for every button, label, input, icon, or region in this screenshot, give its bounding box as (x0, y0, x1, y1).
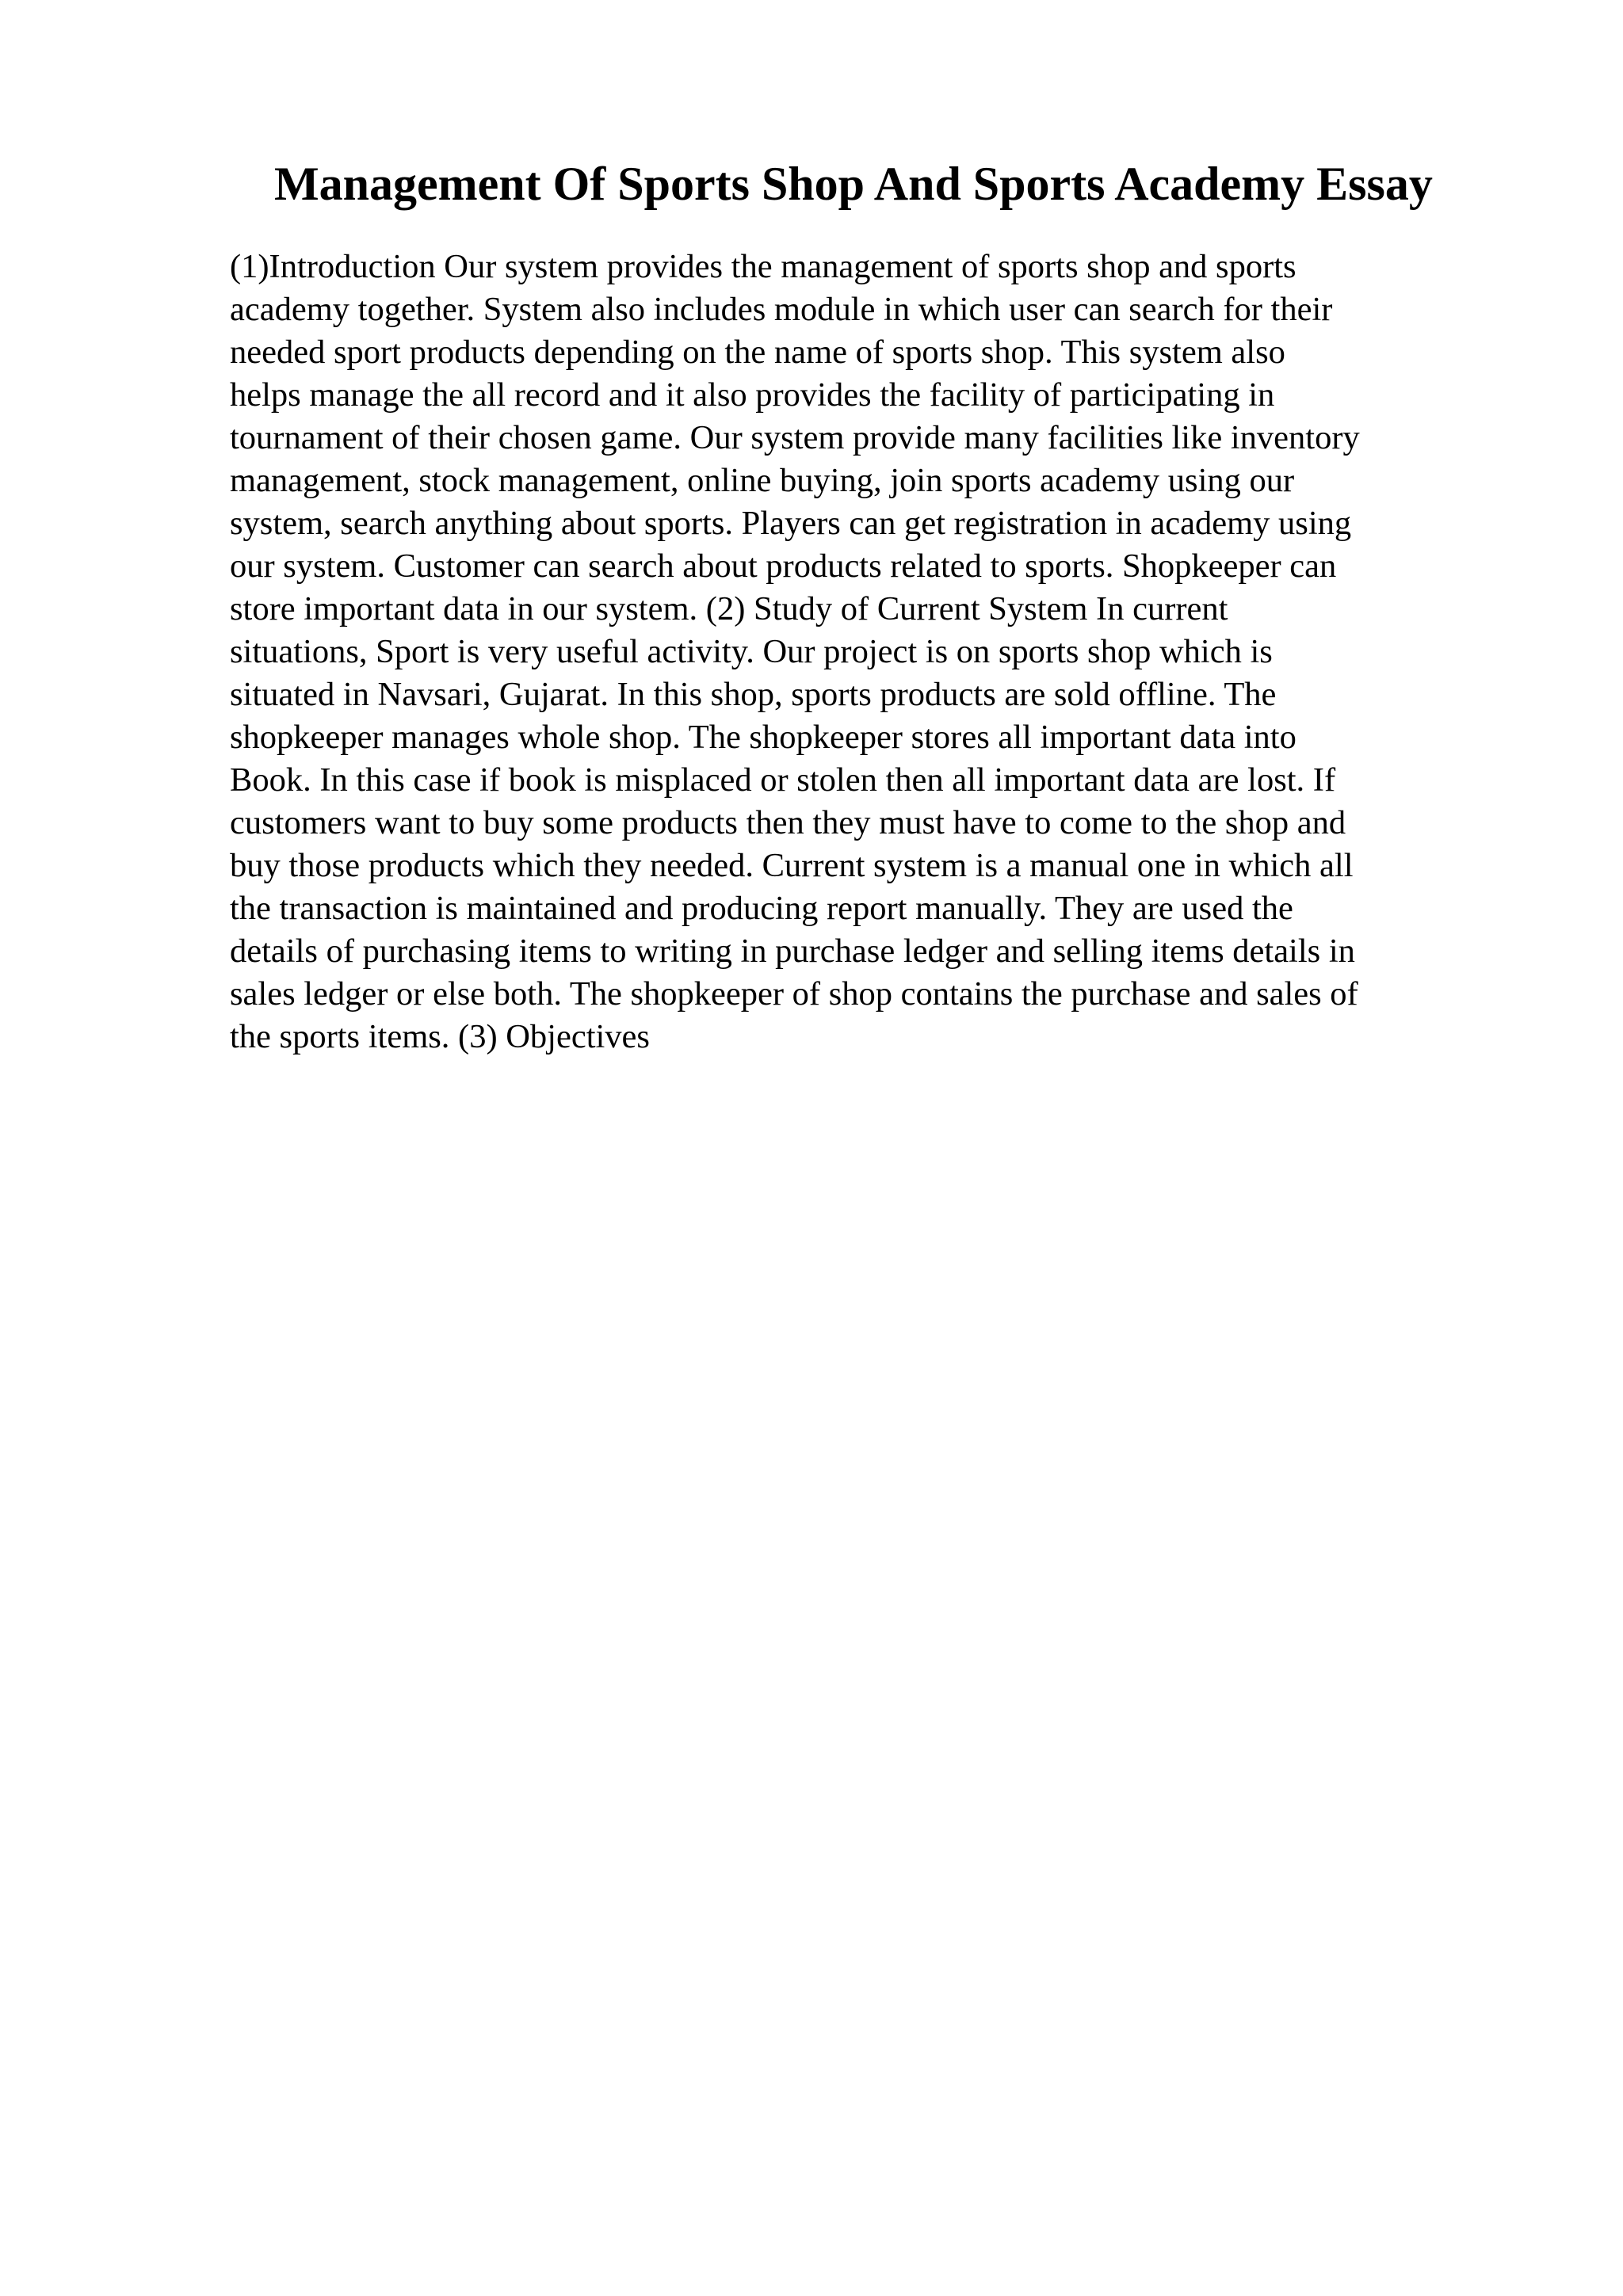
body-line: the transaction is maintained and producing report manually. They are used the (230, 890, 1293, 927)
body-line: Book. In this case if book is misplaced or stolen then all important data are lost. If (230, 761, 1336, 799)
body-line: needed sport products depending on the name of sports shop. This system also (230, 334, 1285, 371)
body-line: (1)Introduction Our system provides the management of sports shop and sports (230, 248, 1296, 285)
body-line: helps manage the all record and it also provides the facility of participating in (230, 376, 1275, 414)
body-line: shopkeeper manages whole shop. The shopkeeper stores all important data into (230, 719, 1296, 756)
body-line: store important data in our system. (2) Study of Current System In current (230, 590, 1228, 627)
body-line: the sports items. (3) Objectives (230, 1018, 650, 1055)
body-line: customers want to buy some products then they must have to come to the shop and (230, 804, 1346, 841)
body-line: details of purchasing items to writing in purchase ledger and selling items details in (230, 933, 1355, 970)
body-line: situated in Navsari, Gujarat. In this shop, sports products are sold offline. The (230, 676, 1277, 713)
body-line: our system. Customer can search about products related to sports. Shopkeeper can (230, 547, 1337, 585)
body-line: situations, Sport is very useful activity. Our project is on sports shop which is (230, 633, 1273, 670)
body-line: academy together. System also includes module in which user can search for their (230, 291, 1333, 328)
body-line: buy those products which they needed. Current system is a manual one in which all (230, 847, 1354, 884)
body-line: tournament of their chosen game. Our system provide many facilities like inventory (230, 419, 1360, 456)
document-body (230, 246, 1482, 1058)
document-title: Management Of Sports Shop And Sports Academy Essay (274, 158, 1433, 210)
body-line: sales ledger or else both. The shopkeeper of shop contains the purchase and sales of (230, 975, 1358, 1013)
body-line: system, search anything about sports. Players can get registration in academy using (230, 505, 1352, 542)
body-line: management, stock management, online buying, join sports academy using our (230, 462, 1295, 499)
